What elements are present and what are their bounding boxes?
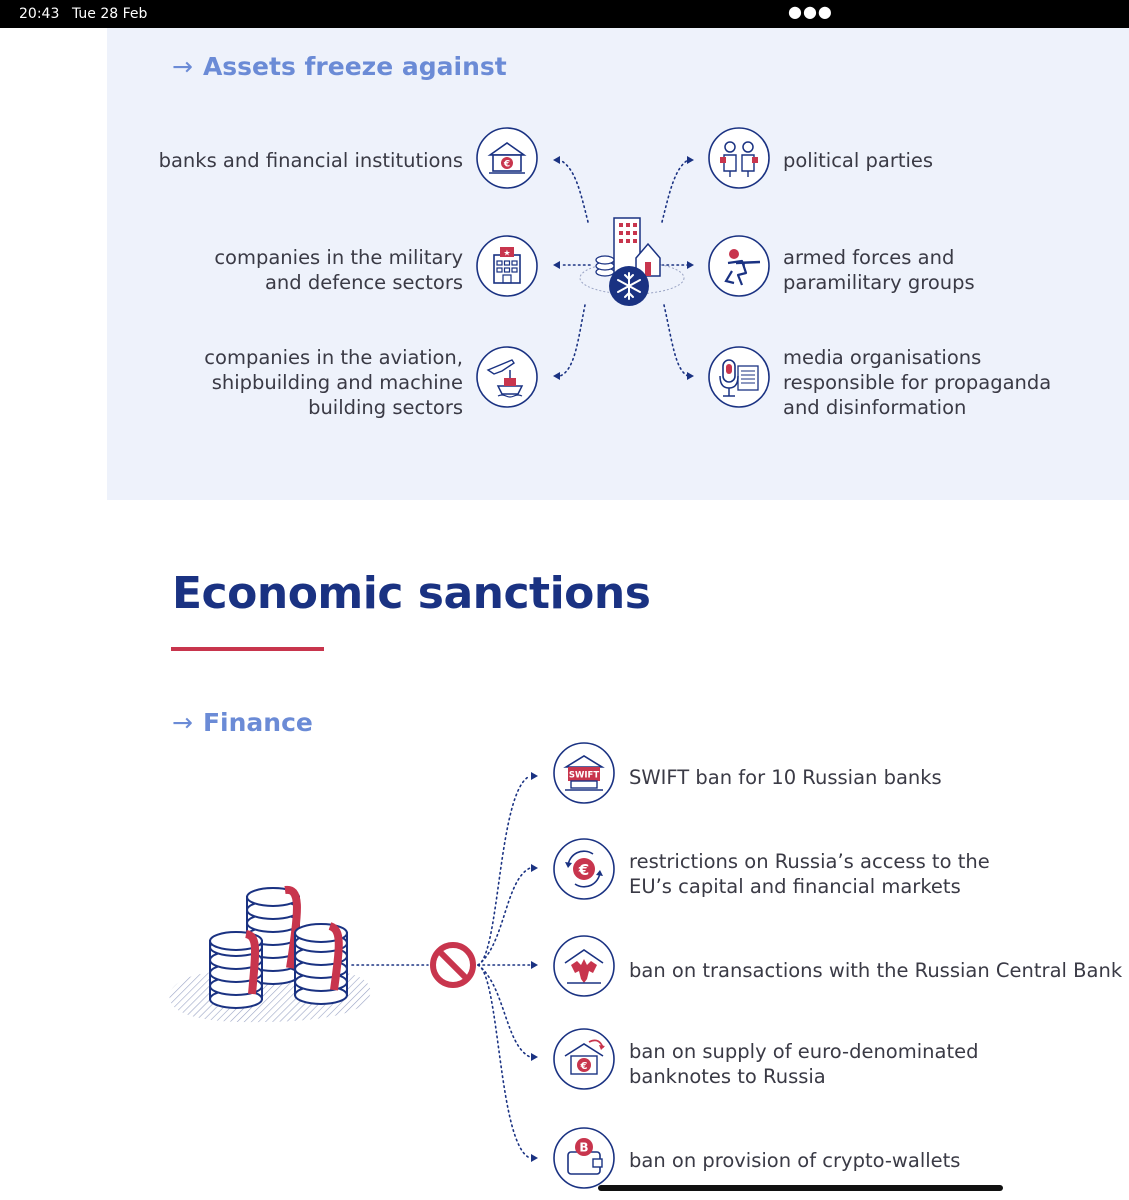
svg-text:€: € xyxy=(578,861,590,879)
finance-item-central-bank: ban on transactions with the Russian Central Bank xyxy=(629,959,1123,982)
prohibited-icon xyxy=(433,945,473,985)
svg-text:€: € xyxy=(580,1061,588,1072)
svg-text:€: € xyxy=(503,159,511,170)
finance-item-banknotes: ban on supply of euro-denominated banknotes to Russia xyxy=(629,1040,979,1088)
svg-text:★: ★ xyxy=(503,248,511,258)
arrow-right-icon: → xyxy=(172,708,193,737)
freeze-item-military: companies in the military and defence sectors xyxy=(214,246,463,294)
freeze-item-political: political parties xyxy=(783,149,934,172)
svg-text:B: B xyxy=(579,1140,589,1155)
finance-heading: → Finance xyxy=(172,708,313,737)
freeze-item-aviation: companies in the aviation, shipbuilding and machine building sectors xyxy=(204,346,463,419)
euro-exchange-icon xyxy=(553,838,615,900)
freeze-item-media: media organisations responsible for propaganda and disinformation xyxy=(783,346,1052,419)
economic-sanctions-heading: Economic sanctions xyxy=(172,568,651,619)
finance-item-capital-markets: restrictions on Russia’s access to the EU’s capital and financial markets xyxy=(629,850,990,898)
home-indicator[interactable] xyxy=(598,1185,1003,1191)
svg-text:SWIFT: SWIFT xyxy=(568,770,600,781)
arrow-right-icon: → xyxy=(172,52,193,81)
freeze-item-armed: armed forces and paramilitary groups xyxy=(783,246,975,294)
swift-bank-icon xyxy=(553,742,615,804)
ellipsis-icon[interactable]: ●●● xyxy=(788,2,833,21)
finance-item-swift: SWIFT ban for 10 Russian banks xyxy=(629,766,942,789)
crypto-wallet-icon xyxy=(553,1127,615,1189)
freeze-item-banks: banks and financial institutions xyxy=(158,149,463,172)
euro-supply-icon xyxy=(553,1028,615,1090)
status-date: Tue 28 Feb xyxy=(72,6,148,22)
finance-item-crypto: ban on provision of crypto-wallets xyxy=(629,1149,961,1172)
assets-freeze-heading: → Assets freeze against xyxy=(172,52,507,81)
eagle-bank-icon xyxy=(553,935,615,997)
status-time: 20:43 xyxy=(19,6,60,22)
